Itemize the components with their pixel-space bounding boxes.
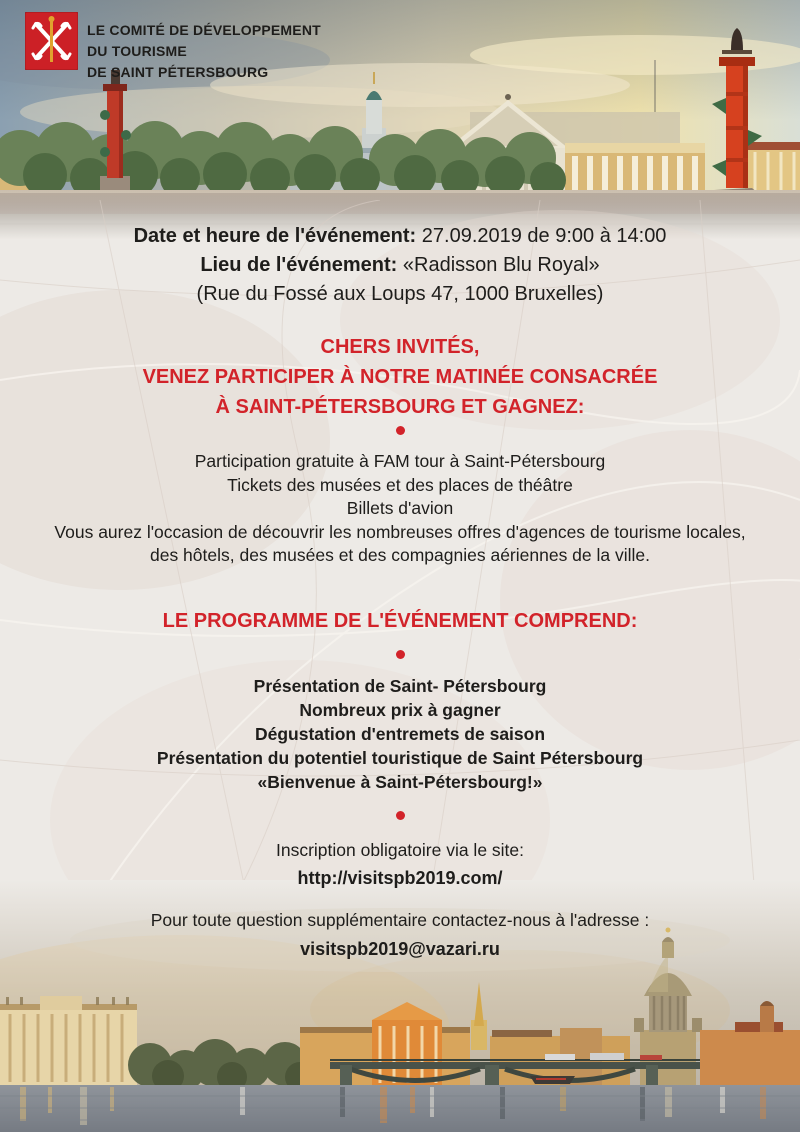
committee-title-line: LE COMITÉ DE DÉVELOPPEMENT [87,22,321,38]
contact-label: Pour toute question supplémentaire contactez-nous à l'adresse : [150,910,650,930]
benefit-item: Billets d'avion [346,498,454,518]
event-date-label: Date et heure de l'événement: [133,225,417,247]
program-item: Dégustation d'entremets de saison [254,724,546,744]
program-item: Nombreux prix à gagner [299,700,501,720]
bullet-dot-icon [396,811,405,820]
event-place-label: Lieu de l'événement: [200,254,398,276]
registration-url-link[interactable]: http://visitspb2019.com/ [297,868,503,888]
registration-block [0,836,800,892]
registration-label: Inscription obligatoire via le site: [275,840,525,860]
contact-email-link[interactable]: visitspb2019@vazari.ru [300,939,500,959]
invitation-line: À SAINT-PÉTERSBOURG ET GAGNEZ: [215,396,585,418]
event-address: (Rue du Fossé aux Loups 47, 1000 Bruxelles) [196,283,604,305]
invitation-line: CHERS INVITÉS, [320,336,480,358]
event-date-value: 27.09.2019 de 9:00 à 14:00 [421,225,667,247]
header [25,12,321,83]
invitation-line: VENEZ PARTICIPER À NOTRE MATINÉE CONSACRÉE [142,366,658,388]
invitation-heading [0,332,800,422]
program-list [0,674,800,794]
committee-title-line: DU TOURISME [87,43,187,59]
benefits-list [0,450,800,568]
committee-title [87,12,321,83]
event-details [0,222,800,309]
program-item: «Bienvenue à Saint-Pétersbourg!» [257,772,543,792]
bullet-dot-icon [396,426,405,435]
program-item: Présentation de Saint- Pétersbourg [253,676,547,696]
program-heading: LE PROGRAMME DE L'ÉVÉNEMENT COMPREND: [162,610,638,632]
benefit-item: Tickets des musées et des places de théâtre [227,474,573,495]
committee-title-line: DE SAINT PÉTERSBOURG [87,64,269,80]
event-place-value: «Radisson Blu Royal» [402,254,600,276]
spb-coat-of-arms-icon [25,12,78,70]
benefit-item: Vous aurez l'occasion de découvrir les nombreuses offres d'agences de tourisme locales, des hôtels, des musées et des compagnies aériennes de la ville. [54,521,746,565]
contact-block [0,906,800,964]
benefit-item: Participation gratuite à FAM tour à Saint-Pétersbourg [194,451,606,471]
bullet-dot-icon [396,650,405,659]
program-item: Présentation du potentiel touristique de Saint Pétersbourg [156,748,644,768]
